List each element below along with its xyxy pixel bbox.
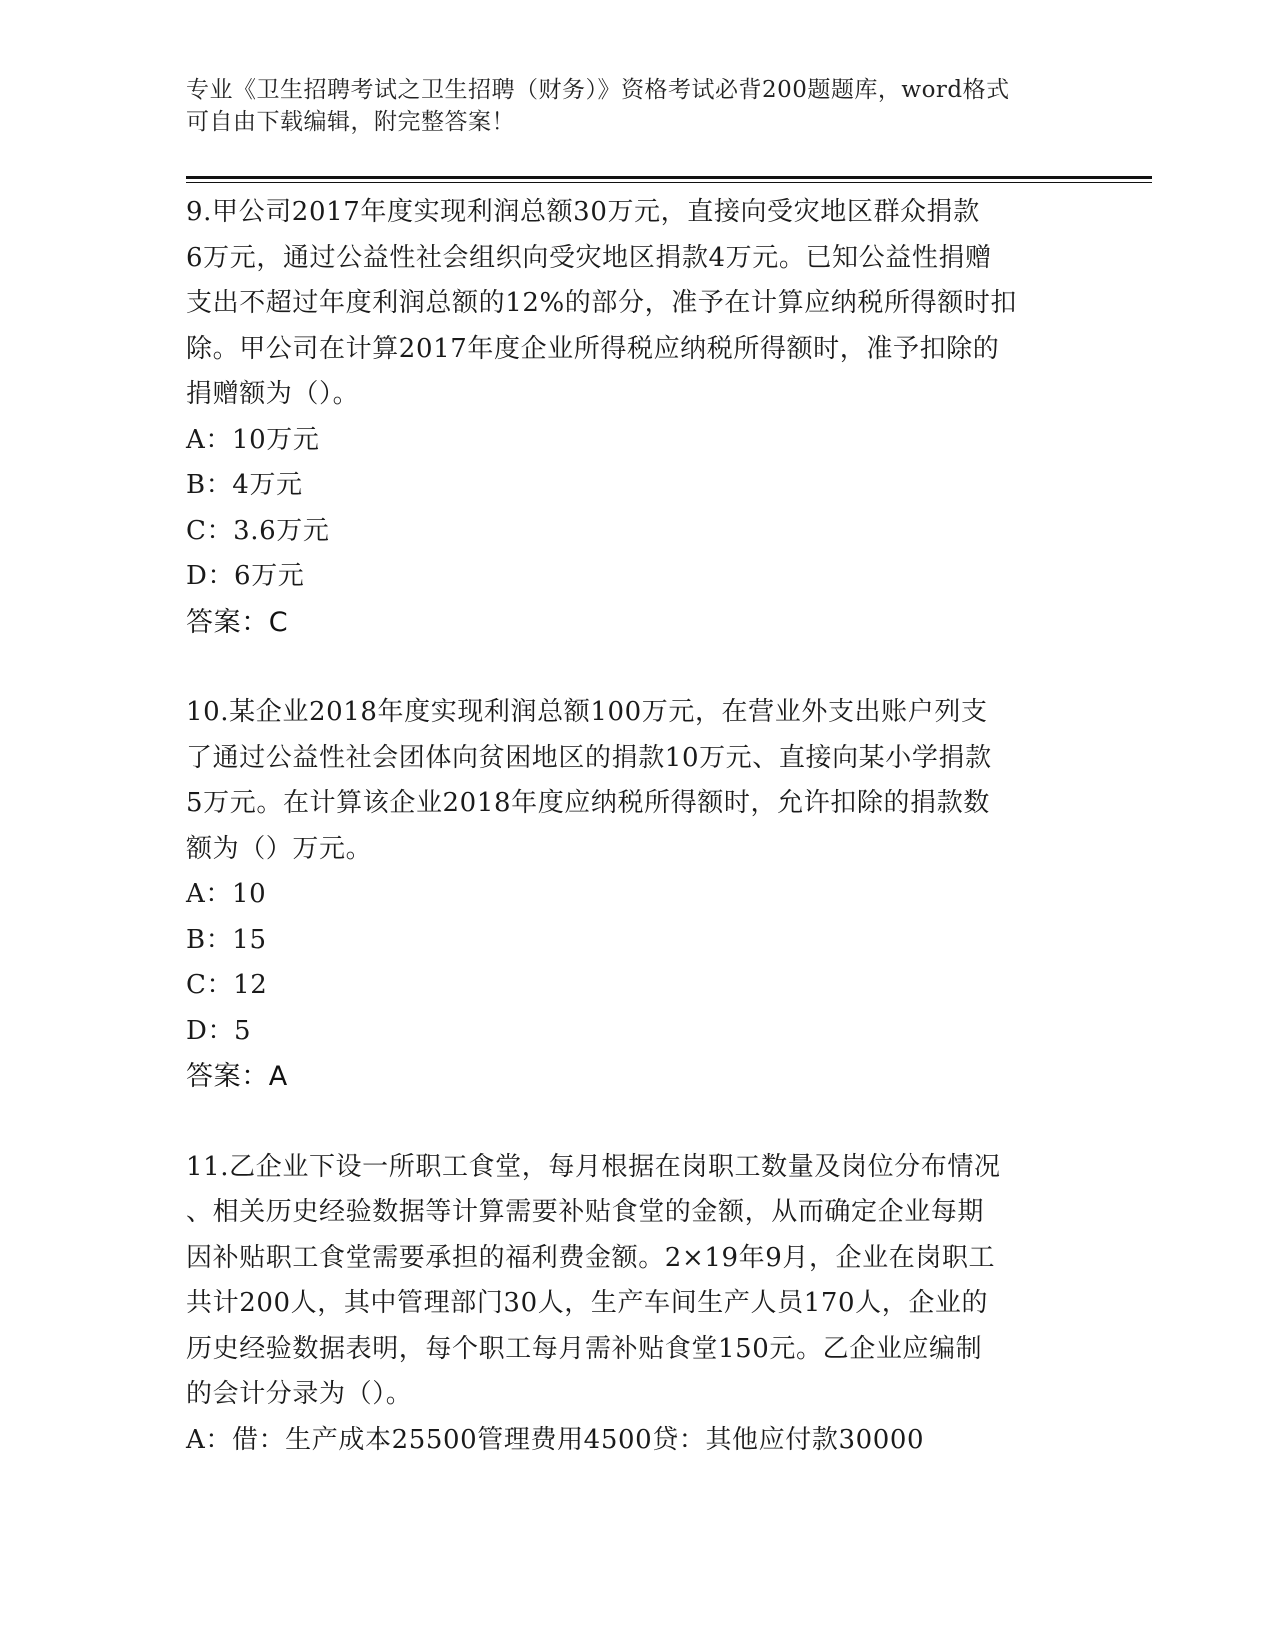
question-10 [186, 690, 1086, 1100]
option-a: A：10万元 [186, 424, 320, 455]
question-stem-line: 历史经验数据表明，每个职工每月需补贴食堂150元。乙企业应编制 [186, 1333, 983, 1364]
question-stem-line: 共计200人，其中管理部门30人，生产车间生产人员170人，企业的 [186, 1288, 989, 1318]
spacer [186, 1100, 1086, 1145]
option-b: B：15 [186, 924, 267, 955]
question-stem-line: 额为（）万元。 [186, 833, 373, 864]
header-line-2: 可自由下载编辑，附完整答案！ [186, 109, 515, 135]
question-11 [186, 1145, 1086, 1464]
spacer [186, 645, 1086, 690]
question-stem-line: 除。甲公司在计算2017年度企业所得税应纳税所得额时，准予扣除的 [186, 333, 1000, 364]
question-stem-line: 6万元，通过公益性社会组织向受灾地区捐款4万元。已知公益性捐赠 [186, 242, 992, 273]
question-stem-line: 9.甲公司2017年度实现利润总额30万元，直接向受灾地区群众捐款 [186, 197, 980, 227]
question-stem-line: 捐赠额为（）。 [186, 379, 360, 409]
answer-label: 答案：C [186, 606, 289, 638]
option-d: D：6万元 [186, 561, 305, 591]
question-list [186, 190, 1086, 1463]
header-rule-thick [186, 176, 1152, 179]
question-stem-line: 支出不超过年度利润总额的12%的部分，准予在计算应纳税所得额时扣 [186, 288, 1017, 318]
header-rule-thin [186, 182, 1152, 183]
option-c: C：12 [186, 970, 268, 1000]
question-stem-line: 因补贴职工食堂需要承担的福利费金额。2×19年9月，企业在岗职工 [186, 1242, 996, 1273]
question-stem-line: 11.乙企业下设一所职工食堂，每月根据在岗职工数量及岗位分布情况 [186, 1151, 1001, 1182]
option-a: A：借：生产成本25500管理费用4500贷：其他应付款30000 [186, 1424, 925, 1455]
question-stem-line: 的会计分录为（）。 [186, 1379, 413, 1409]
question-9 [186, 190, 1086, 645]
question-stem-line: 、相关历史经验数据等计算需要补贴食堂的金额，从而确定企业每期 [186, 1197, 985, 1227]
document-header [186, 74, 1086, 138]
question-stem-line: 10.某企业2018年度实现利润总额100万元，在营业外支出账户列支 [186, 697, 988, 727]
question-stem-line: 5万元。在计算该企业2018年度应纳税所得额时，允许扣除的捐款数 [186, 788, 990, 818]
option-d: D：5 [186, 1015, 252, 1046]
option-b: B：4万元 [186, 470, 303, 500]
question-stem-line: 了通过公益性社会团体向贫困地区的捐款10万元、直接向某小学捐款 [186, 742, 992, 773]
option-a: A：10 [186, 879, 267, 909]
answer-label: 答案：A [186, 1061, 288, 1092]
header-line-1: 专业《卫生招聘考试之卫生招聘（财务）》资格考试必背200题题库，word格式 [186, 77, 1010, 103]
option-c: C：3.6万元 [186, 515, 330, 546]
